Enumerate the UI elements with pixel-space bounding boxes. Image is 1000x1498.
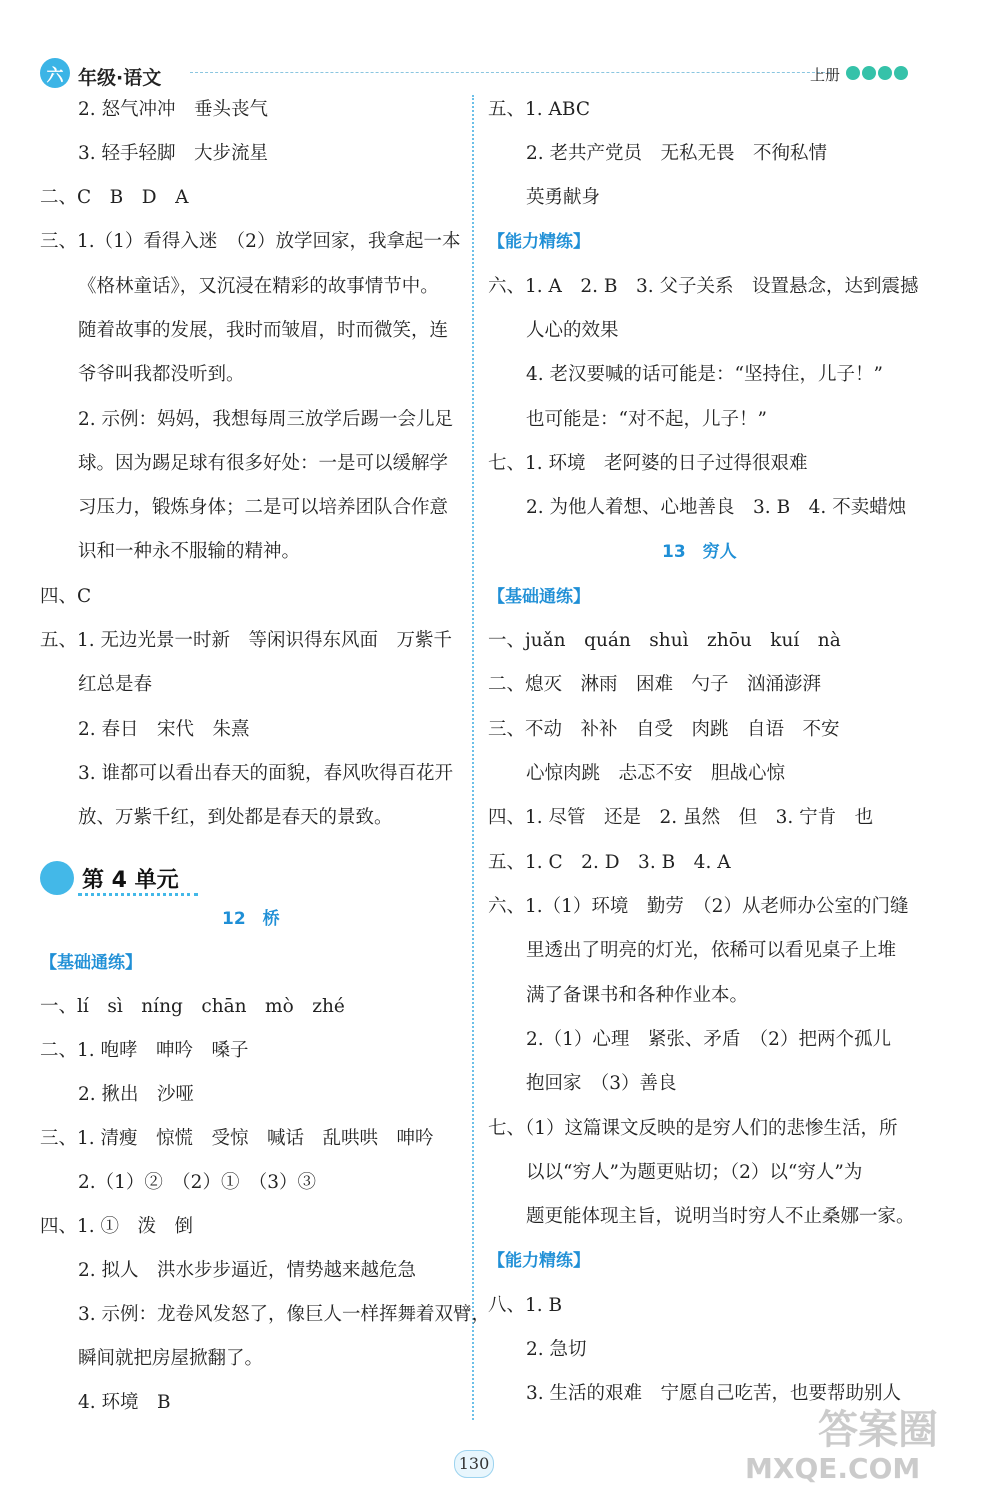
watermark-logo: 答案圈 (818, 1407, 938, 1453)
answer-line: 2. 揪出 沙哑 (78, 1084, 195, 1105)
answer-line: 2. 急切 (526, 1339, 587, 1360)
lesson-title: 12 桥 (222, 909, 280, 929)
answer-line: 三、不动 补补 自受 肉跳 自语 不安 (488, 719, 840, 740)
page-number: 130 (454, 1450, 494, 1478)
decor-dot (894, 66, 908, 80)
unit-underline (78, 893, 198, 896)
lesson-title: 13 穷人 (662, 542, 737, 562)
answer-line: 八、1. B (488, 1295, 563, 1316)
answer-line: 2. 怒气冲冲 垂头丧气 (78, 99, 269, 120)
answer-line: 二、熄灭 淋雨 困难 勺子 汹涌澎湃 (488, 674, 822, 695)
unit-circle-icon (40, 861, 74, 895)
answer-line: 里透出了明亮的灯光，依稀可以看见桌子上堆 (526, 940, 897, 961)
answer-line: 随着故事的发展，我时而皱眉，时而微笑，连 (78, 320, 449, 341)
answer-line: 三、1.（1）看得入迷 （2）放学回家，我拿起一本 (40, 231, 461, 252)
answer-line: 3. 示例：龙卷风发怒了，像巨人一样挥舞着双臂， (78, 1304, 491, 1325)
answer-line: 2. 拟人 洪水步步逼近，情势越来越危急 (78, 1260, 417, 1281)
answer-line: 2. 为他人着想、心地善良 3. B 4. 不卖蜡烛 (526, 497, 907, 518)
answer-line: 2.（1）心理 紧张、矛盾 （2）把两个孤儿 (526, 1029, 891, 1050)
answer-line: 七、（1）这篇课文反映的是穷人们的悲惨生活，所 (488, 1118, 898, 1139)
header-title: 年级·语文 (78, 67, 162, 89)
answer-line: 人心的效果 (526, 320, 619, 341)
answer-line: 红总是春 (78, 674, 153, 695)
answer-line: 也可能是：“对不起，儿子！” (526, 409, 767, 430)
answer-line: 2.（1）② （2）① （3）③ (78, 1172, 316, 1193)
answer-line: 《格林童话》，又沉浸在精彩的故事情节中。 (78, 276, 439, 297)
column-divider (472, 95, 474, 1420)
answer-line: 一、juǎn quán shuì zhōu kuí nà (488, 630, 841, 651)
answer-line: 四、C (40, 586, 92, 607)
section-tag: 【基础通练】 (40, 953, 142, 973)
answer-line: 六、1.（1）环境 勤劳 （2）从老师办公室的门缝 (488, 896, 909, 917)
answer-line: 二、1. 咆哮 呻吟 嗓子 (40, 1040, 249, 1061)
answer-line: 五、1. ABC (488, 99, 590, 120)
grade-badge: 六 (40, 58, 70, 88)
decor-dot (862, 66, 876, 80)
answer-line: 六、1. A 2. B 3. 父子关系 设置悬念，达到震撼 (488, 276, 919, 297)
answer-line: 五、1. 无边光景一时新 等闲识得东风面 万紫千 (40, 630, 453, 651)
header-dots (846, 66, 908, 80)
section-tag: 【能力精练】 (488, 1251, 590, 1271)
answer-line: 心惊肉跳 忐忑不安 胆战心惊 (526, 763, 786, 784)
decor-dot (846, 66, 860, 80)
header-divider (190, 72, 830, 73)
answer-line: 2. 老共产党员 无私无畏 不徇私情 (526, 143, 828, 164)
answer-line: 放、万紫千红，到处都是春天的景致。 (78, 807, 393, 828)
section-tag: 【基础通练】 (488, 587, 590, 607)
answer-line: 2. 示例：妈妈，我想每周三放学后踢一会儿足 (78, 409, 454, 430)
answer-line: 4. 环境 B (78, 1392, 171, 1413)
answer-line: 习压力，锻炼身体；二是可以培养团队合作意 (78, 497, 449, 518)
watermark-site: MXQE.COM (745, 1452, 921, 1485)
answer-line: 3. 轻手轻脚 大步流星 (78, 143, 269, 164)
answer-line: 英勇献身 (526, 187, 601, 208)
answer-line: 4. 老汉要喊的话可能是：“坚持住，儿子！” (526, 364, 883, 385)
answer-line: 瞬间就把房屋掀翻了。 (78, 1348, 264, 1369)
answer-line: 3. 生活的艰难 宁愿自己吃苦，也要帮助别人 (526, 1383, 902, 1404)
answer-line: 爷爷叫我都没听到。 (78, 364, 245, 385)
unit-title: 第 4 单元 (82, 868, 179, 893)
volume-label: 上册 (810, 66, 841, 84)
answer-line: 以以“穷人”为题更贴切；（2）以“穷人”为 (526, 1162, 863, 1183)
answer-line: 题更能体现主旨，说明当时穷人不止桑娜一家。 (526, 1206, 915, 1227)
answer-line: 识和一种永不服输的精神。 (78, 541, 301, 562)
answer-line: 抱回家 （3）善良 (526, 1073, 677, 1094)
page-header (40, 58, 920, 92)
answer-line: 球。因为踢足球有很多好处：一是可以缓解学 (78, 453, 449, 474)
answer-line: 一、lí sì níng chān mò zhé (40, 996, 345, 1017)
answer-line: 四、1. ① 泼 倒 (40, 1216, 194, 1237)
answer-line: 满了备课书和各种作业本。 (526, 985, 749, 1006)
answer-line: 3. 谁都可以看出春天的面貌，春风吹得百花开 (78, 763, 454, 784)
answer-line: 四、1. 尽管 还是 2. 虽然 但 3. 宁肯 也 (488, 807, 874, 828)
section-tag: 【能力精练】 (488, 232, 590, 252)
answer-line: 七、1. 环境 老阿婆的日子过得很艰难 (488, 453, 808, 474)
answer-line: 五、1. C 2. D 3. B 4. A (488, 852, 731, 873)
answer-line: 2. 春日 宋代 朱熹 (78, 719, 250, 740)
decor-dot (878, 66, 892, 80)
answer-line: 二、C B D A (40, 187, 189, 208)
answer-line: 三、1. 清瘦 惊慌 受惊 喊话 乱哄哄 呻吟 (40, 1128, 434, 1149)
